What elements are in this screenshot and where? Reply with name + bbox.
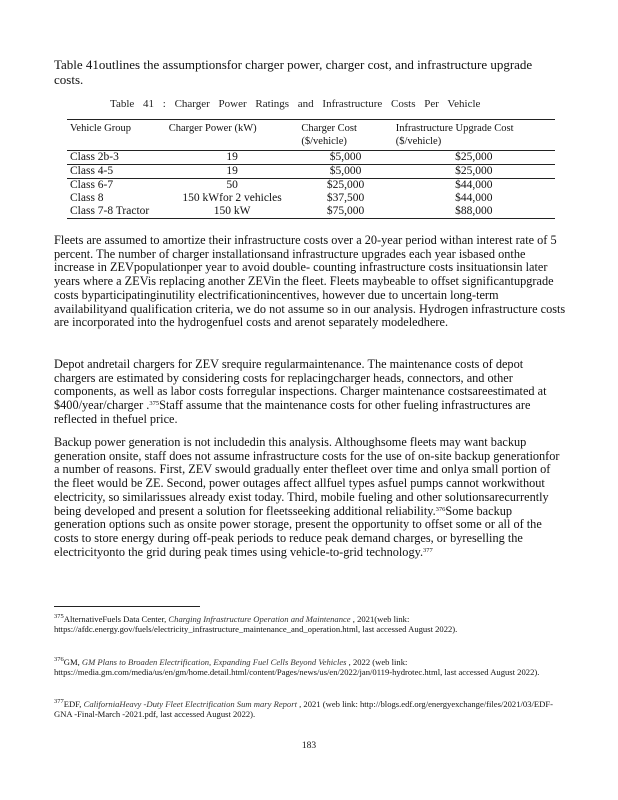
header-charger-cost: Charger Cost ($/vehicle) [298,120,392,151]
footnote-376 [54,657,566,678]
table-header-row [67,120,555,151]
table-row [67,205,555,219]
cell-upgrade-cost: $44,000 [455,192,493,204]
cell-upgrade-cost: $25,000 [393,165,555,179]
cell-charger-cost: $5,000 [298,151,392,165]
maintenance-text: Depot andretail chargers for ZEV srequire regularmaintenance. The maintenance costs of depot chargers are estimated by considering costs for replacingcharger heads, connectors, and other components, as well as labor costs forregular inspections. Charger maintenance costsareestimated at $400/year/charger . [54,357,547,413]
table-caption: Table 41 : Charger Power Ratings and Infrastructure Costs Per Vehicle [110,98,481,110]
cell-charger-cost: $37,500 [326,192,365,204]
charger-cost-table [67,119,555,219]
table-row [67,179,555,193]
cell-power: 150 kWfor 2 vehicles [182,192,282,204]
table-row [67,165,555,179]
header-vehicle-group: Vehicle Group [67,120,166,151]
cell-group: Class 6-7 [70,179,114,191]
intro-paragraph: Table 41outlines the assumptionsfor charger power, charger cost, and infrastructure upgrade costs. [54,57,533,87]
cell-charger-cost: $5,000 [298,165,392,179]
table-row [67,192,555,205]
footnote-title: Charging Infrastructure Operation and Maintenance [168,614,351,624]
cell-group: Class 7-8 Tractor [67,205,166,219]
footnote-number: 377 [54,698,64,705]
cell-group: Class 8 [70,192,104,204]
cell-power: 19 [166,151,299,165]
cell-power: 19 [166,165,299,179]
page-number: 183 [301,741,317,751]
footnote-link-text: , 2021(web link: https://afdc.energy.gov/fuels/electricity_infrastructure_maintenance_and_operation.html, last accessed August 2022). [54,614,458,635]
backup-text-mid: Some backup generation options such as onsite power storage, present the opportunity to offset some or all of the costs to store energy during off-peak periods to reduce peak demand charges, or byreselling the electricityonto the grid during peak times using vehicle-to-grid technology. [54,503,542,559]
cell-power: 150 kW [166,205,299,219]
footnote-number: 376 [54,656,64,663]
footnote-377 [54,699,566,720]
maintenance-text-tail: Staff assume that the maintenance costs for other fueling infrastructures are reflected in thefuel price. [54,398,531,426]
footnote-source: EDF, [63,699,84,709]
cell-power: 50 [226,179,238,191]
footnote-375 [54,614,566,635]
cell-upgrade-cost: $44,000 [455,179,493,191]
cell-charger-cost: $75,000 [298,205,392,219]
paragraph-maintenance [54,358,566,427]
footnote-ref-377[interactable]: 377 [423,546,433,554]
cell-charger-cost: $25,000 [326,179,365,191]
footnote-link-text: , 2022 (web link: https://media.gm.com/media/us/en/gm/home.detail.html/content/Pages/news/us/en/2022/jan/0119-hydrotec.html, last accessed August 2022). [54,657,540,678]
table-row [67,151,555,165]
cell-upgrade-cost: $88,000 [393,205,555,219]
footnote-source: GM, [63,657,82,667]
cell-upgrade-cost: $25,000 [393,151,555,165]
footnote-ref-375[interactable]: 375 [149,400,160,408]
footnote-link-text: , 2021 (web link: http://blogs.edf.org/energyexchange/files/2021/03/EDF-GNA -Final-March -2021.pdf, last accessed August 2022). [54,699,553,720]
header-charger-power: Charger Power (kW) [166,120,299,151]
cell-group: Class 2b-3 [67,151,166,165]
backup-text: Backup power generation is not includedin this analysis. Althoughsome fleets may want backup generation onsite, staff does not assume infrastructure costs for the use of on-site backup generationfor a number of reasons. First, ZEV swould gradually enter thefleet over time and onlya small portion of the fleet would be ZE. Second, power outages affect allfuel types asfuel pumps cannot workwithout electricity, so similarissues already exist today. Third, mobile fueling and other solutionsarecurrently being developed and present a solution for fleetsseeking additional reliability. [54,435,560,518]
footnote-number: 375 [54,613,64,620]
footnote-ref-376[interactable]: 376 [435,505,446,513]
cell-group: Class 4-5 [67,165,166,179]
footnote-source: AlternativeFuels Data Center, [63,614,169,624]
header-upgrade-cost: Infrastructure Upgrade Cost ($/vehicle) [393,120,555,151]
paragraph-backup-power [54,436,566,559]
footnote-title: CaliforniaHeavy -Duty Fleet Electrification Sum mary Report [83,699,297,709]
footnote-title: GM Plans to Broaden Electrification, Expanding Fuel Cells Beyond Vehicles [81,657,347,667]
paragraph-amortization: Fleets are assumed to amortize their infrastructure costs over a 20-year period withan interest rate of 5 percent. The number of charger installationsand infrastructure upgrades each year isbased onthe increase in ZEVpopulationper year to avoid double- counting infrastructure costs insituationsin later years where a ZEVis replacing another ZEVin the fleet. Fleets maybeable to offset significantupgrade costs byparticipatinginutility electrificationincentives, however due to uncertain long-term availabilityand qualification criteria, we do not assume so in our analysis. Hydrogen infrastructure costs are incorporated into the hydrogenfuel costs and arenot separately modeledhere. [54,233,566,330]
footnote-divider [54,606,200,607]
